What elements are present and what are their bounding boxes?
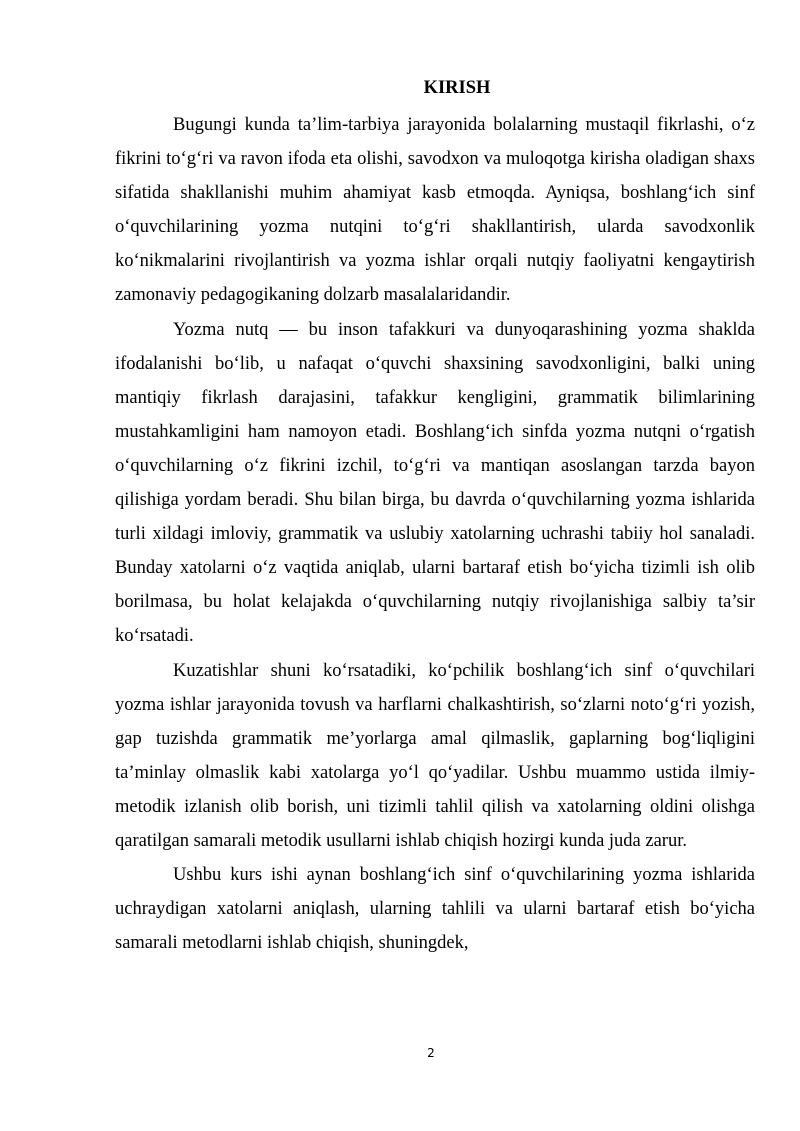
paragraph-3: Kuzatishlar shuni ko‘rsatadiki, ko‘pchilik boshlang‘ich sinf o‘quvchilari yozma ishlar jarayonida tovush va harflarni chalkashtirish, so‘zlarni noto‘g‘ri yozish, gap tuzishda grammatik me’yorlarga amal qilmaslik, gaplarning bog‘liqligini ta’minlay olmaslik kabi xatolarga yo‘l qo‘yadilar. Ushbu muammo ustida ilmiy-metodik izlanish olib borish, uni tizimli tahlil qilish va xatolarning oldini olishga qaratilgan samarali metodik usullarni ishlab chiqish hozirgi kunda juda zarur. <box>115 660 755 851</box>
paragraph-2: Yozma nutq — bu inson tafakkuri va dunyoqarashining yozma shaklda ifodalanishi bo‘lib, u nafaqat o‘quvchi shaxsining savodxonligini, balki uning mantiqiy fikrlash darajasini, tafakkur kengligini, grammatik bilimlarining mustahkamligini ham namoyon etadi. Boshlang‘ich sinfda yozma nutqni o‘rgatish o‘quvchilarning o‘z fikrini izchil, to‘g‘ri va mantiqan asoslangan tarzda bayon qilishiga yordam beradi. Shu bilan birga, bu davrda o‘quvchilarning yozma ishlarida turli xildagi imloviy, grammatik va uslubiy xatolarning uchrashi tabiiy hol sanaladi. Bunday xatolarni o‘z vaqtida aniqlab, ularni bartaraf etish bo‘yicha tizimli ish olib borilmasa, bu holat kelajakda o‘quvchilarning nutqiy rivojlanishiga salbiy ta’sir ko‘rsatadi. <box>115 319 755 647</box>
paragraph-1: Bugungi kunda ta’lim-tarbiya jarayonida bolalarning mustaqil fikrlashi, o‘z fikrini to‘g‘ri va ravon ifoda eta olishi, savodxon va muloqotga kirisha oladigan shaxs sifatida shakllanishi muhim ahamiyat kasb etmoqda. Ayniqsa, boshlang‘ich sinf o‘quvchilarining yozma nutqini to‘g‘ri shakllantirish, ularda savodxonlik ko‘nikmalarini rivojlantirish va yozma ishlar orqali nutqiy faoliyatni kengaytirish zamonaviy pedagogikaning dolzarb masalalaridandir. <box>115 115 755 306</box>
section-heading: KIRISH <box>423 78 491 98</box>
paragraph-4: Ushbu kurs ishi aynan boshlang‘ich sinf o‘quvchilarining yozma ishlarida uchraydigan xatolarni aniqlash, ularning tahlili va ularni bartaraf etish bo‘yicha samarali metodlarni ishlab chiqish, shuningdek, <box>115 865 755 954</box>
page-number: 2 <box>427 1046 435 1060</box>
body-text <box>115 108 755 960</box>
